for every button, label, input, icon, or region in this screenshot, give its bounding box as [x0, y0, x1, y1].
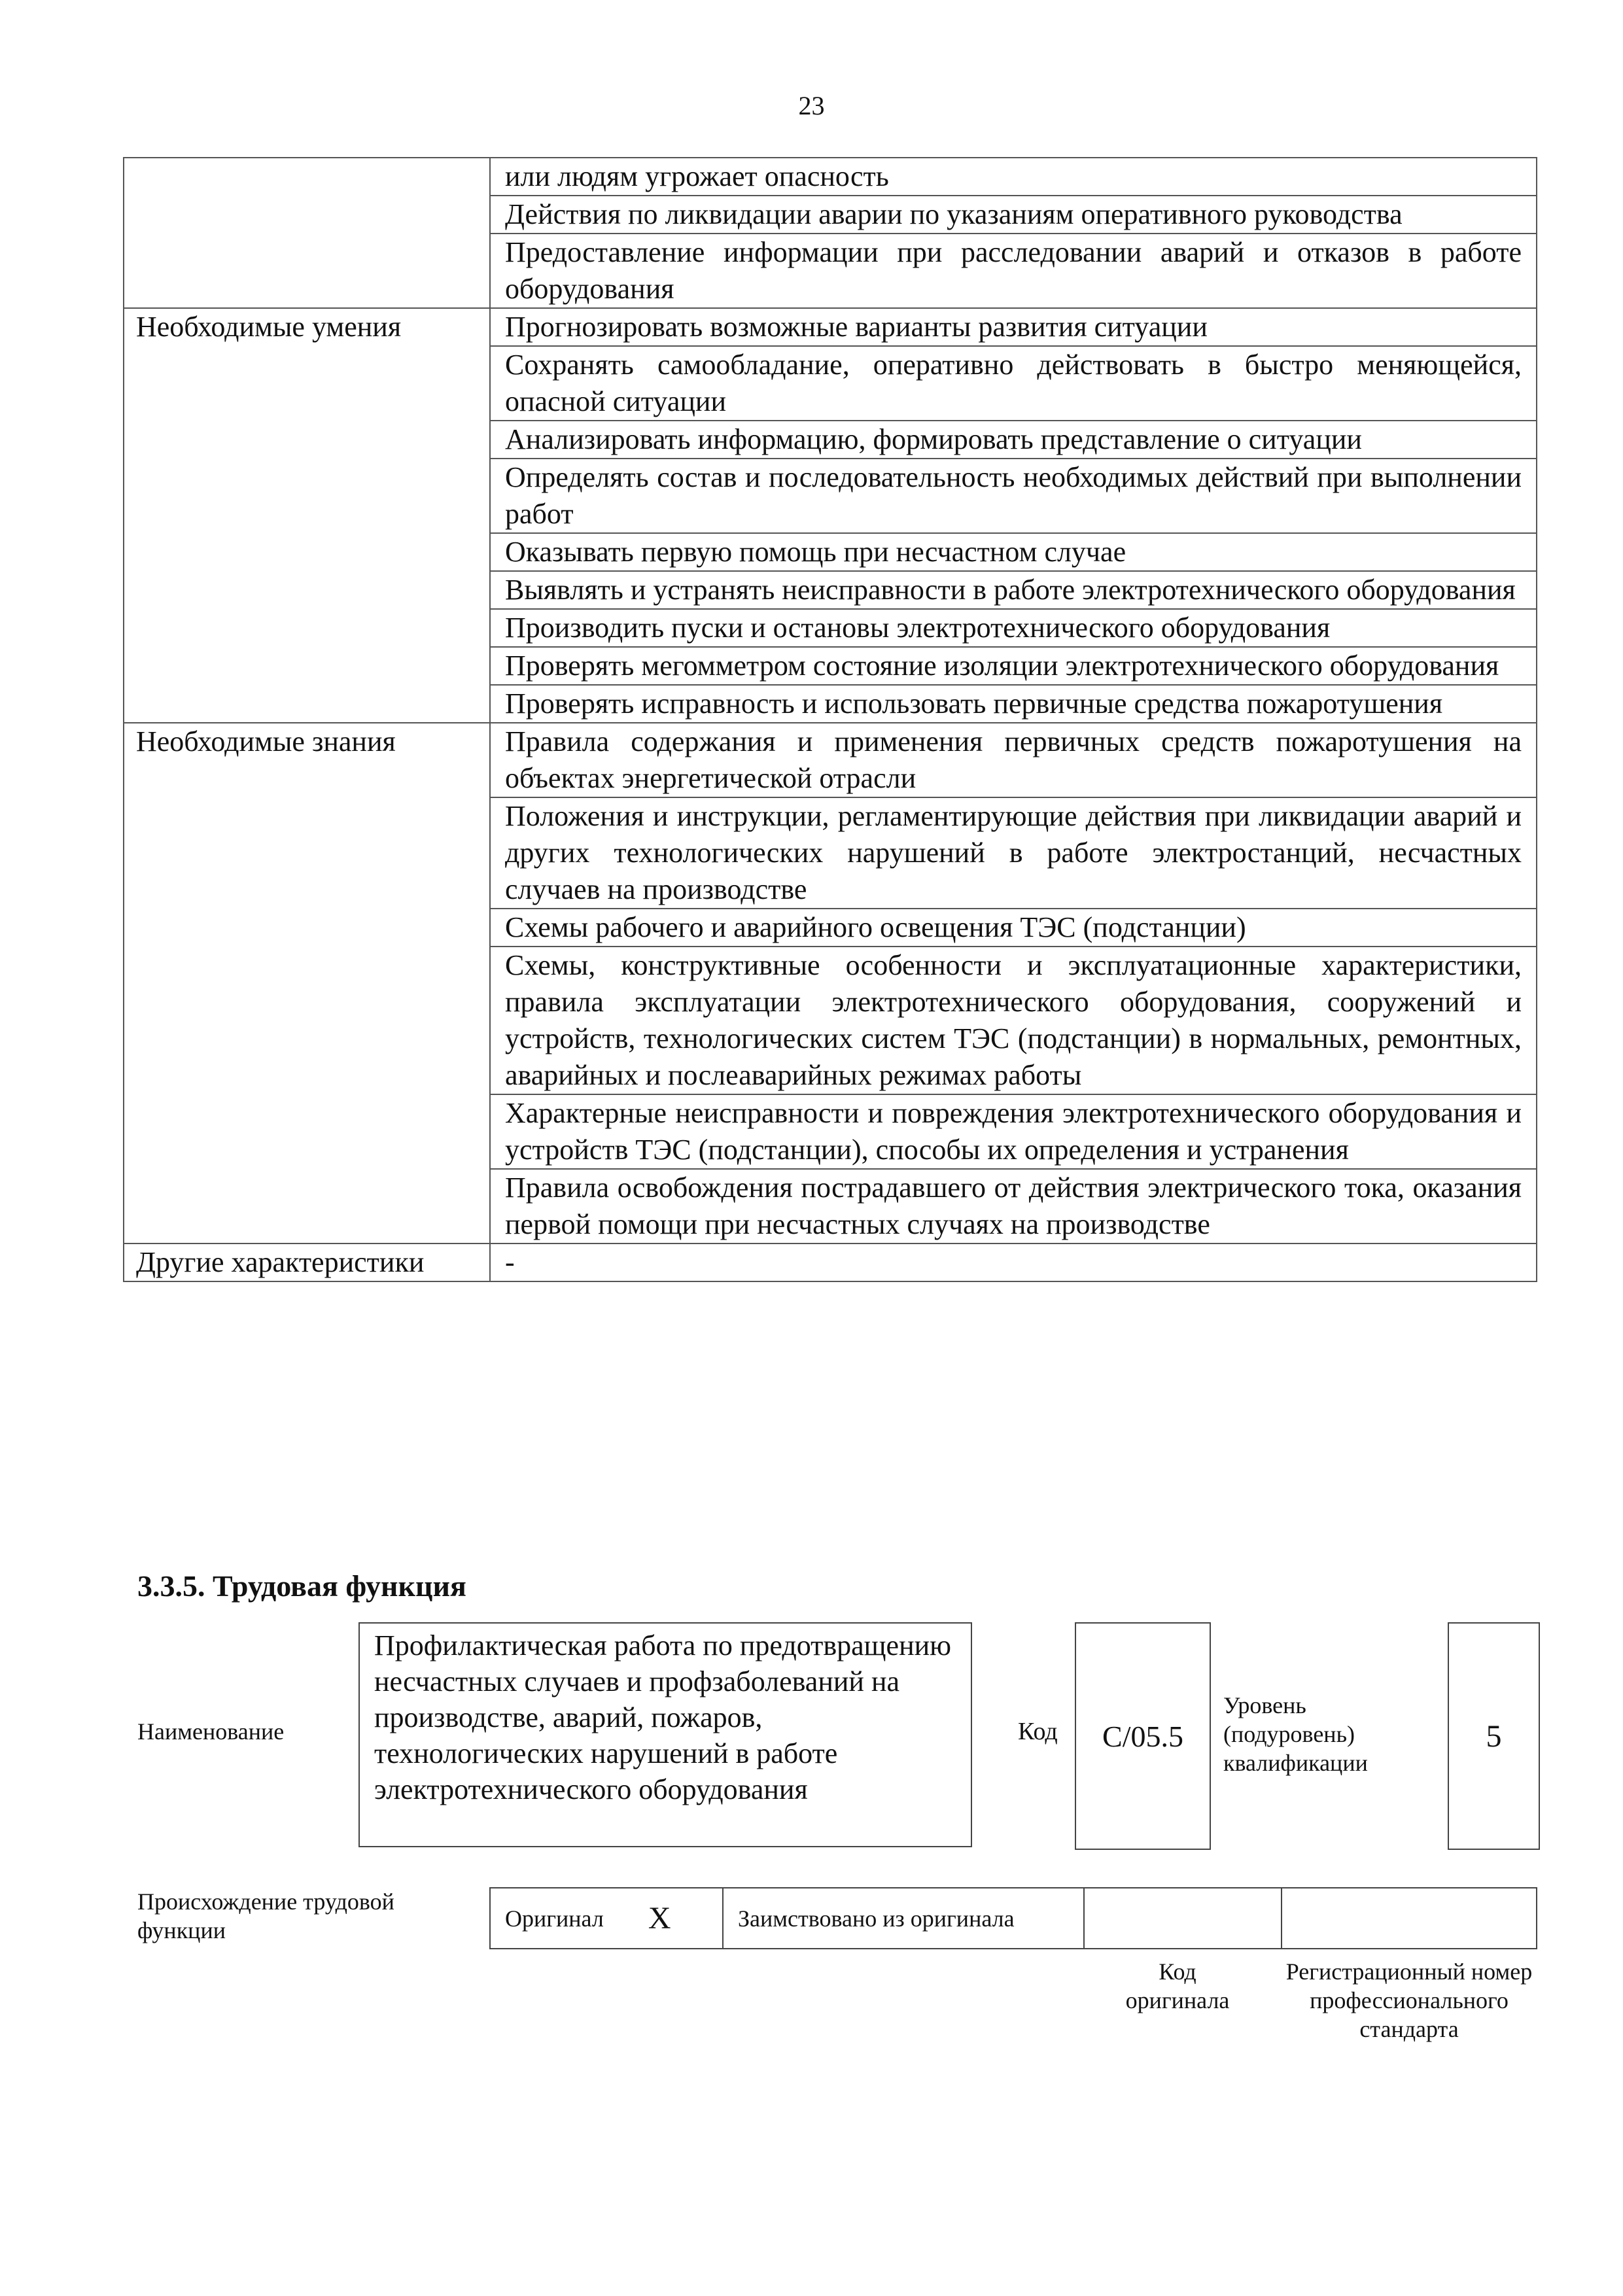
- row-item: Характерные неисправности и повреждения электротехнического оборудования и устройств ТЭС (подстанции), способы их определения и устранения: [490, 1094, 1537, 1169]
- origin-label: Происхождение трудовой функции: [137, 1888, 394, 1943]
- requirements-table: [123, 157, 1537, 1282]
- row-item: Правила содержания и применения первичных средств пожаротушения на объектах энергетической отрасли: [490, 723, 1537, 797]
- level-label: Уровень (подуровень) квалификации: [1223, 1692, 1368, 1776]
- row-item: Сохранять самообладание, оперативно действовать в быстро меняющейся, опасной ситуации: [490, 346, 1537, 421]
- row-item: Прогнозировать возможные варианты развития ситуации: [490, 308, 1537, 346]
- name-label: Наименование: [137, 1718, 285, 1745]
- code-box: C/05.5: [1075, 1622, 1211, 1850]
- function-name-box: Профилактическая работа по предотвращению несчастных случаев и профзаболеваний на производстве, аварий, пожаров, технологических нарушений в работе электротехнического оборудования: [358, 1622, 972, 1847]
- row-item: Определять состав и последовательность необходимых действий при выполнении работ: [490, 459, 1537, 533]
- code-original-caption: Код оригинала: [1125, 1958, 1230, 2013]
- borrowed-cell: [724, 1888, 1085, 1948]
- row-item: Схемы, конструктивные особенности и эксплуатационные характеристики, правила эксплуатации электротехнического оборудования, сооружений и устройств, технологических систем ТЭС (подстанции) в нормальных, ремонтных, аварийных и послеаварийных режимах работы: [490, 947, 1537, 1094]
- row-item: Предоставление информации при расследовании аварий и отказов в работе оборудования: [490, 234, 1537, 308]
- row-item: Проверять мегомметром состояние изоляции электротехнического оборудования: [490, 647, 1537, 685]
- row-label: Необходимые знания: [124, 723, 490, 1244]
- row-item: Проверять исправность и использовать первичные средства пожаротушения: [490, 685, 1537, 723]
- row-label: Необходимые умения: [124, 308, 490, 723]
- table-row: [124, 308, 1537, 346]
- page-number: 23: [798, 91, 825, 120]
- level-box: 5: [1448, 1622, 1540, 1850]
- section-title: 3.3.5. Трудовая функция: [137, 1569, 466, 1603]
- table-row: [124, 723, 1537, 797]
- row-item: Правила освобождения пострадавшего от действия электрического тока, оказания первой помощи при несчастных случаях на производстве: [490, 1169, 1537, 1244]
- table-row: [124, 158, 1537, 196]
- borrowed-label: Заимствовано из оригинала: [738, 1905, 1015, 1932]
- row-item: или людям угрожает опасность: [490, 158, 1537, 196]
- original-cell: [491, 1888, 724, 1948]
- row-item: Производить пуски и остановы электротехнического оборудования: [490, 609, 1537, 647]
- reg-number-cell: [1282, 1888, 1536, 1948]
- reg-number-caption: Регистрационный номер профессионального стандарта: [1285, 1958, 1533, 2042]
- row-item: Оказывать первую помощь при несчастном случае: [490, 533, 1537, 571]
- original-mark: X: [648, 1901, 671, 1936]
- row-label: [124, 158, 490, 308]
- row-item: Схемы рабочего и аварийного освещения ТЭС (подстанции): [490, 909, 1537, 947]
- row-label: Другие характеристики: [124, 1244, 490, 1281]
- table-row: [124, 1244, 1537, 1281]
- code-original-cell: [1085, 1888, 1282, 1948]
- row-item: Положения и инструкции, регламентирующие действия при ликвидации аварий и других технологических нарушений в работе электростанций, несчастных случаев на производстве: [490, 797, 1537, 909]
- original-label: Оригинал: [505, 1905, 604, 1932]
- origin-table: [489, 1887, 1537, 1949]
- code-label: Код: [1018, 1718, 1058, 1745]
- row-item: Действия по ликвидации аварии по указаниям оперативного руководства: [490, 196, 1537, 234]
- row-item: Анализировать информацию, формировать представление о ситуации: [490, 421, 1537, 459]
- row-item: Выявлять и устранять неисправности в работе электротехнического оборудования: [490, 571, 1537, 609]
- row-item: -: [490, 1244, 1537, 1281]
